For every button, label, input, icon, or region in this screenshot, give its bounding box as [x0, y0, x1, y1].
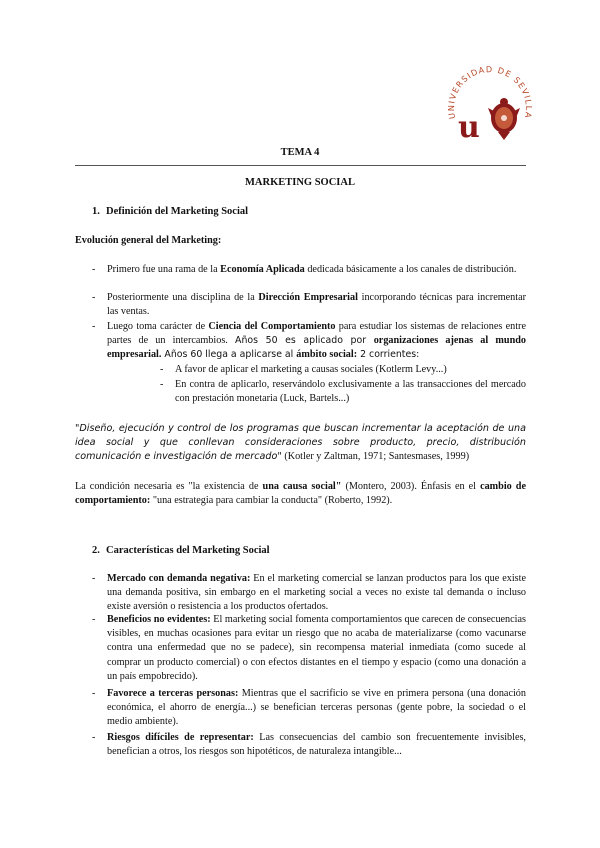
sub-list-item: - A favor de aplicar el marketing a causas sociales (Kotlerm Levy...): [160, 364, 447, 375]
subject-title: MARKETING SOCIAL: [245, 177, 355, 188]
definition-quote: "Diseño, ejecución y control de los programas que buscan incrementar la aceptación de una idea social y que conllevan consideraciones sobre producto, precio, distribución comunicación e investigación de mercado" (Kotler y Zaltman, 1971; Santesmases, 1999): [75, 423, 526, 463]
list-item: - Beneficios no evidentes: El marketing social fomenta comportamientos que carecen de consecuencias visibles, en muchas ocasiones para evitar un riesgo que no acaba de materializarse (como vacunarse contra una enfermedad que no se padece), sin recompensa material inmediata (como sucede al comprar un producto comercial) o con efectos distantes en el tiempo y espacio (como una donación a un país empobrecido).: [92, 614, 526, 682]
university-logo: [444, 62, 536, 154]
section-2-heading: [92, 544, 270, 558]
sub-list-item: - En contra de aplicarlo, reservándolo exclusivamente a las transacciones del mercado con prestación monetaria (Luck, Bartels...): [160, 379, 526, 405]
list-item: - Favorece a terceras personas: Mientras que el sacrificio se vive en primera persona (una donación económica, el ahorro de energía...) se benefician terceras personas (gente pobre, la sociedad o el medio ambiente).: [92, 688, 526, 728]
list-item: - Riesgos difíciles de representar: Las consecuencias del cambio son frecuentemente invisibles, benefician a otros, los riesgos son hipotéticos, de naturaleza intangible...: [92, 732, 526, 758]
list-item: - Luego toma carácter de Ciencia del Comportamiento para estudiar los sistemas de relaciones entre partes de un intercambios. Años 50 es aplicado por organizaciones ajenas al mundo empresarial. Años 60 llega a aplicarse al ámbito social: 2 corrientes:: [92, 321, 526, 361]
section-title: Definición del Marketing Social: [106, 206, 249, 217]
section-number: 1.: [92, 206, 100, 217]
list-item: - Posteriormente una disciplina de la Dirección Empresarial incorporando técnicas para incrementar las ventas.: [92, 292, 526, 318]
section-1-heading: [92, 205, 248, 219]
header-divider: [75, 165, 526, 166]
section-number: 2.: [92, 545, 100, 556]
seal-icon: [488, 98, 520, 140]
tema-title: TEMA 4: [280, 147, 320, 158]
evolution-subheading: Evolución general del Marketing:: [75, 235, 222, 246]
list-item: - Mercado con demanda negativa: En el marketing comercial se lanzan productos para los que existe una demanda positiva, sin embargo en el marketing social a veces no existe tal demanda o incluso existe aversión o resistencia a los productos ofertados.: [92, 573, 526, 613]
list-item: - Primero fue una rama de la Economía Aplicada dedicada básicamente a los canales de distribución.: [92, 264, 517, 275]
logo-text: UNIVERSIDAD DE SEVILLA: [445, 64, 535, 120]
logo-monogram-icon: u: [458, 110, 480, 145]
section-title: Características del Marketing Social: [106, 545, 270, 556]
condition-paragraph: La condición necesaria es "la existencia de una causa social" (Montero, 2003). Énfasis en el cambio de comportamiento: "una estrategia para cambiar la conducta" (Roberto, 1992).: [75, 481, 526, 507]
